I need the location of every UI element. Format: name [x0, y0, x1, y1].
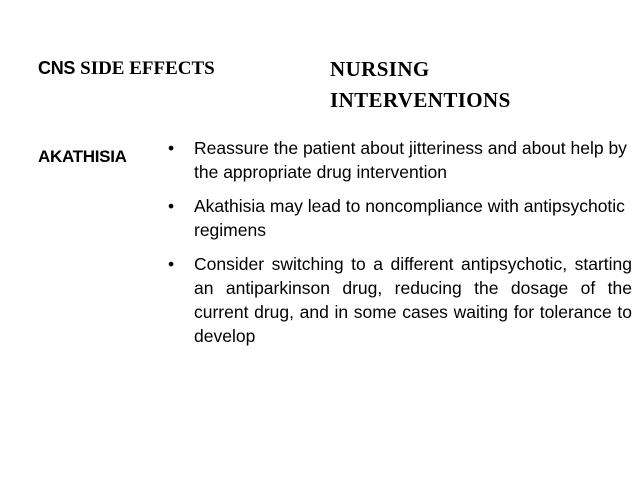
intervention-text: Reassure the patient about jitteriness and about help by the appropriate drug intervention — [194, 138, 627, 182]
list-item — [168, 136, 632, 184]
header-nursing-line: NURSING — [330, 57, 430, 81]
header-interventions-line: INTERVENTIONS — [330, 88, 511, 112]
column-header-side-effects — [38, 57, 215, 80]
bullet-icon: • — [168, 196, 175, 216]
interventions-list — [168, 136, 632, 348]
list-item — [168, 194, 632, 242]
intervention-text: Akathisia may lead to noncompliance with antipsychotic regimens — [194, 196, 625, 240]
bullet-icon: • — [168, 254, 175, 274]
bullet-icon: • — [168, 138, 175, 158]
column-header-nursing-interventions — [330, 54, 610, 116]
header-cns-text: CNS — [38, 58, 76, 78]
side-effect-label: AKATHISIA — [38, 147, 127, 166]
header-side-effects-text: SIDE EFFECTS — [80, 58, 215, 79]
intervention-text: Consider switching to a different antipsychotic, starting an antiparkinson drug, reducing the dosage of the current drug, and in some cases waiting for tolerance to develop — [194, 254, 632, 346]
list-item — [168, 252, 632, 348]
